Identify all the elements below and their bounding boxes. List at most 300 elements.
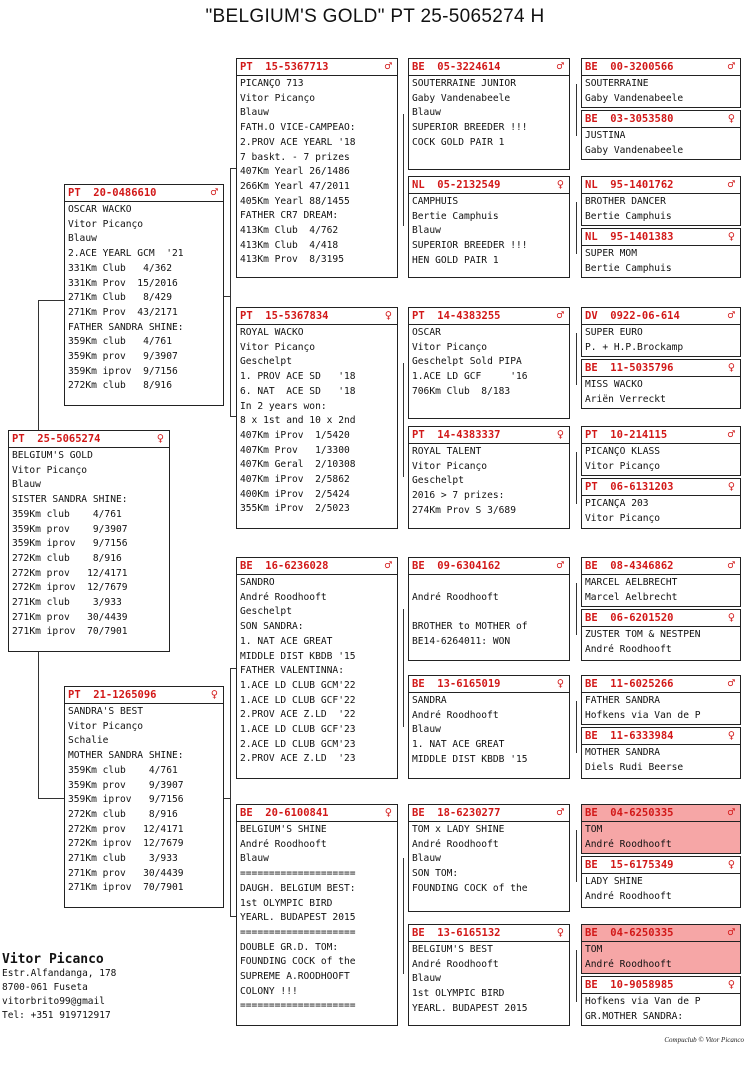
detail-line: 331Km Prov 15/2016 — [68, 277, 178, 289]
ring-number — [582, 111, 740, 128]
detail-line: SUPERIOR BREEDER !!! — [412, 240, 528, 252]
male-icon: ♂ — [556, 308, 564, 322]
detail-line: 266Km Yearl 47/2011 — [240, 180, 350, 192]
ring-number-text: NL 05-2132549 — [412, 179, 501, 191]
detail-line: Geschelpt — [412, 475, 464, 487]
detail-line: Geschelpt Sold PIPA — [412, 356, 522, 368]
detail-line: 706Km Club 8/183 — [412, 385, 511, 397]
detail-line: SUPER EURO — [585, 327, 643, 338]
detail-line: Vitor Picanço — [412, 341, 488, 353]
ring-number — [9, 431, 169, 448]
detail-line: 405Km Yearl 88/1455 — [240, 195, 350, 207]
detail-line: 359Km club 4/761 — [68, 764, 178, 776]
detail-line — [412, 605, 566, 620]
detail-line: 1. NAT ACE GREAT — [412, 739, 505, 751]
detail-line: 407Km iProv 2/5862 — [240, 474, 350, 486]
pedigree-card-g10 — [581, 609, 741, 661]
connector — [230, 916, 236, 917]
pedigree-card-ffm — [408, 176, 570, 278]
bird-details — [582, 693, 740, 724]
ring-number-text: BE 09-6304162 — [412, 560, 501, 572]
ring-number-text: BE 15-6175349 — [585, 859, 674, 871]
ring-number — [582, 360, 740, 377]
male-icon: ♂ — [727, 427, 735, 441]
detail-line: Diels Rudi Beerse — [585, 761, 684, 773]
bird-details — [582, 444, 740, 475]
detail-line: 1.ACE LD CLUB GCF'22 — [240, 694, 356, 706]
female-icon: ♀ — [727, 360, 735, 374]
bird-details — [582, 874, 740, 905]
detail-line: Geschelpt — [240, 606, 292, 618]
detail-line: Vitor Picanço — [68, 720, 144, 732]
detail-line: MOTHER SANDRA — [585, 747, 661, 758]
connector — [224, 296, 230, 297]
pedigree-card-g2 — [581, 110, 741, 160]
detail-line: PICANÇA 203 — [585, 498, 649, 509]
ring-number — [65, 687, 223, 704]
detail-line: Gaby Vandenabeele — [585, 144, 684, 156]
pedigree-card-subject — [8, 430, 170, 652]
pedigree-card-mfm — [408, 675, 570, 779]
connector — [224, 798, 230, 799]
detail-line: André Roodhooft — [585, 890, 672, 902]
detail-line: BROTHER to MOTHER of — [412, 621, 528, 633]
pedigree-card-fff — [408, 58, 570, 170]
ring-number — [409, 676, 569, 693]
detail-line: FATHER VALENTINNA: — [240, 665, 344, 677]
detail-line: SANDRA — [412, 695, 447, 706]
ring-number — [582, 676, 740, 693]
bird-details — [65, 704, 223, 897]
ring-number-text: NL 95-1401762 — [585, 179, 674, 191]
detail-line: 413Km Prov 8/3195 — [240, 254, 344, 266]
pedigree-card-g13 — [581, 804, 741, 854]
detail-line: 359Km iprov 9/7156 — [12, 538, 128, 550]
bird-details — [582, 575, 740, 606]
ring-number — [237, 805, 397, 822]
female-icon: ♀ — [727, 229, 735, 243]
detail-line: 1st OLYMPIC BIRD — [412, 988, 505, 1000]
connector — [576, 701, 577, 753]
detail-line: MOTHER SANDRA SHINE: — [68, 750, 184, 762]
detail-line: 272Km club 8/916 — [68, 808, 178, 820]
detail-line: BELGIUM'S SHINE — [240, 824, 327, 835]
ring-number-text: PT 20-0486610 — [68, 187, 157, 199]
male-icon: ♂ — [727, 805, 735, 819]
ring-number-text: NL 95-1401383 — [585, 231, 674, 243]
detail-line: 407Km Yearl 26/1486 — [240, 166, 350, 178]
bird-details — [237, 76, 397, 269]
detail-line: 271Km prov 30/4439 — [12, 611, 128, 623]
detail-line: SISTER SANDRA SHINE: — [12, 494, 128, 506]
detail-line: 2.PROV ACE Z.LD '22 — [240, 709, 356, 721]
detail-line: MIDDLE DIST KBDB '15 — [412, 753, 528, 765]
ring-number-text: BE 18-6230277 — [412, 807, 501, 819]
connector — [403, 858, 404, 974]
connector — [38, 652, 39, 798]
detail-line: BELGIUM'S GOLD — [12, 450, 93, 461]
female-icon: ♀ — [156, 431, 164, 445]
detail-line: 2.PROV ACE YEARL '18 — [240, 136, 356, 148]
ring-number — [237, 59, 397, 76]
detail-line: André Roodhooft — [240, 591, 327, 603]
ring-number — [582, 229, 740, 246]
detail-line: 272Km iprov 12/7679 — [12, 582, 128, 594]
detail-line: GR.MOTHER SANDRA: — [585, 1010, 684, 1022]
detail-line: 6. NAT ACE SD '18 — [240, 385, 356, 397]
bird-details — [582, 994, 740, 1025]
detail-line: 331Km Club 4/362 — [68, 262, 172, 274]
detail-line: FATHER SANDRA — [585, 695, 661, 706]
detail-line: Bertie Camphuis — [585, 210, 672, 222]
detail-line: 1.ACE LD CLUB GCF'23 — [240, 724, 356, 736]
detail-line: André Roodhooft — [585, 643, 672, 655]
pedigree-card-g5 — [581, 307, 741, 357]
bird-details — [237, 575, 397, 768]
detail-line: 407Km Geral 2/10308 — [240, 459, 356, 471]
detail-line: 2.ACE LD CLUB GCM'23 — [240, 738, 356, 750]
breeder-name: Vitor Picanco — [2, 952, 104, 967]
pedigree-card-g16 — [581, 976, 741, 1026]
detail-line: 400Km iProv 2/5424 — [240, 488, 350, 500]
ring-number-text: PT 25-5065274 — [12, 433, 101, 445]
ring-number-text: BE 13-6165019 — [412, 678, 501, 690]
bird-details — [582, 76, 740, 107]
pedigree-card-g9 — [581, 557, 741, 607]
detail-line: FOUNDING COCK of the — [240, 956, 356, 968]
ring-number — [65, 185, 223, 202]
detail-line: Schalie — [68, 735, 109, 747]
bird-details — [409, 575, 569, 650]
ring-number — [409, 925, 569, 942]
breeder-address: Estr.Alfandanga, 178 — [2, 968, 117, 979]
detail-line: SON TOM: — [412, 868, 459, 880]
connector — [230, 668, 231, 916]
detail-line: 271Km Prov 43/2171 — [68, 306, 178, 318]
ring-number-text: BE 06-6201520 — [585, 612, 674, 624]
detail-line: P. + H.P.Brockamp — [585, 341, 684, 353]
detail-line: 272Km prov 12/4171 — [12, 567, 128, 579]
detail-line: ROYAL WACKO — [240, 327, 304, 338]
bird-details — [65, 202, 223, 395]
detail-line: André Roodhooft — [412, 958, 499, 970]
male-icon: ♂ — [556, 59, 564, 73]
ring-number-text: PT 15-5367834 — [240, 310, 329, 322]
connector — [576, 583, 577, 635]
detail-line: JUSTINA — [585, 130, 626, 141]
detail-line: 413Km Club 4/418 — [240, 239, 339, 251]
detail-line: SOUTERRAINE JUNIOR — [412, 78, 516, 89]
detail-line: Blauw — [412, 853, 441, 865]
breeder-postal: 8700-061 Fuseta — [2, 982, 88, 993]
detail-line: Marcel Aelbrecht — [585, 591, 678, 603]
breeder-phone: Tel: +351 919712917 — [2, 1010, 111, 1021]
connector — [230, 168, 236, 169]
bird-details — [409, 325, 569, 401]
detail-line: OSCAR — [412, 327, 441, 338]
connector — [576, 84, 577, 136]
detail-line: 359Km prov 9/3907 — [12, 523, 128, 535]
female-icon: ♀ — [210, 687, 218, 701]
detail-line: 274Km Prov S 3/689 — [412, 504, 516, 516]
detail-line: SANDRA'S BEST — [68, 706, 144, 717]
detail-line: TOM — [585, 824, 603, 835]
detail-line: ==================== — [240, 926, 356, 938]
pedigree-card-father — [64, 184, 224, 406]
ring-number-text: PT 14-4383337 — [412, 429, 501, 441]
bird-details — [409, 194, 569, 270]
detail-line: SUPERIOR BREEDER !!! — [412, 122, 528, 134]
detail-line: 271Km club 3/933 — [12, 597, 122, 609]
male-icon: ♂ — [210, 185, 218, 199]
ring-number-text: BE 11-6025266 — [585, 678, 674, 690]
ring-number — [409, 59, 569, 76]
male-icon: ♂ — [727, 925, 735, 939]
detail-line: Vitor Picanço — [240, 341, 316, 353]
pedigree-card-g3 — [581, 176, 741, 226]
female-icon: ♀ — [556, 427, 564, 441]
detail-line: OSCAR WACKO — [68, 204, 132, 215]
detail-line: 271Km club 3/933 — [68, 853, 178, 865]
connector — [230, 416, 236, 417]
pedigree-card-mf — [236, 557, 398, 779]
ring-number — [582, 479, 740, 496]
detail-line: SON SANDRA: — [240, 621, 304, 633]
detail-line: 7 baskt. - 7 prizes — [240, 151, 350, 163]
detail-line: 271Km iprov 70/7901 — [12, 626, 128, 638]
male-icon: ♂ — [727, 308, 735, 322]
bird-details — [582, 745, 740, 776]
bird-details — [409, 444, 569, 520]
detail-line: FATH.O VICE-CAMPEAO: — [240, 122, 356, 134]
ring-number — [409, 805, 569, 822]
connector — [403, 363, 404, 477]
ring-number — [409, 308, 569, 325]
connector — [230, 668, 236, 669]
pedigree-card-g12 — [581, 727, 741, 779]
female-icon: ♀ — [556, 676, 564, 690]
detail-line: BELGIUM'S BEST — [412, 944, 493, 955]
connector — [576, 830, 577, 882]
ring-number-text: PT 14-4383255 — [412, 310, 501, 322]
detail-line: Blauw — [240, 107, 269, 119]
detail-line: 271Km iprov 70/7901 — [68, 882, 184, 894]
detail-line — [412, 576, 566, 591]
detail-line: YEARL. BUDAPEST 2015 — [240, 912, 356, 924]
female-icon: ♀ — [727, 728, 735, 742]
detail-line: ROYAL TALENT — [412, 446, 482, 457]
pedigree-card-g14 — [581, 856, 741, 908]
connector — [576, 950, 577, 1002]
connector — [403, 114, 404, 226]
connector — [38, 798, 64, 799]
detail-line: 359Km club 4/761 — [68, 336, 172, 348]
detail-line: Blauw — [68, 233, 97, 245]
pedigree-card-fmf — [408, 307, 570, 419]
detail-line: FOUNDING COCK of the — [412, 882, 528, 894]
detail-line: 8 x 1st and 10 x 2nd — [240, 415, 356, 427]
detail-line: 1.ACE LD CLUB GCM'22 — [240, 679, 356, 691]
detail-line: 2016 > 7 prizes: — [412, 490, 505, 502]
ring-number — [237, 308, 397, 325]
detail-line: Ariën Verreckt — [585, 393, 666, 405]
bird-details — [582, 377, 740, 408]
ring-number-text: BE 20-6100841 — [240, 807, 329, 819]
ring-number-text: BE 04-6250335 — [585, 807, 674, 819]
detail-line: SUPER MOM — [585, 248, 637, 259]
detail-line: 272Km iprov 12/7679 — [68, 838, 184, 850]
ring-number — [582, 925, 740, 942]
detail-line: 359Km iprov 9/7156 — [68, 794, 184, 806]
detail-line: Hofkens via Van de P — [585, 709, 701, 721]
detail-line: TOM x LADY SHINE — [412, 824, 505, 835]
ring-number-text: BE 13-6165132 — [412, 927, 501, 939]
female-icon: ♀ — [727, 977, 735, 991]
detail-line: 1. NAT ACE GREAT — [240, 635, 333, 647]
ring-number-text: BE 16-6236028 — [240, 560, 329, 572]
detail-line: SOUTERRAINE — [585, 78, 649, 89]
detail-line: Blauw — [412, 225, 441, 237]
detail-line: 272Km club 8/916 — [12, 552, 122, 564]
detail-line: PICANÇO KLASS — [585, 446, 661, 457]
detail-line: LADY SHINE — [585, 876, 643, 887]
detail-line: Blauw — [240, 853, 269, 865]
detail-line: 271Km Club 8/429 — [68, 292, 172, 304]
detail-line: COLONY !!! — [240, 985, 298, 997]
male-icon: ♂ — [556, 558, 564, 572]
detail-line: 359Km prov 9/3907 — [68, 779, 184, 791]
detail-line: 355Km iProv 2/5023 — [240, 503, 350, 515]
detail-line: 2.ACE YEARL GCM '21 — [68, 248, 184, 260]
detail-line: Hofkens via Van de P — [585, 996, 701, 1007]
detail-line: André Roodhooft — [585, 838, 672, 850]
detail-line: Geschelpt — [240, 356, 292, 368]
detail-line: COCK GOLD PAIR 1 — [412, 136, 505, 148]
pedigree-card-g15 — [581, 924, 741, 974]
bird-details — [237, 325, 397, 518]
detail-line: MIDDLE DIST KBDB '15 — [240, 650, 356, 662]
detail-line: 359Km club 4/761 — [12, 508, 122, 520]
pedigree-card-g4 — [581, 228, 741, 278]
detail-line: André Roodhooft — [585, 958, 672, 970]
pedigree-card-fmm — [408, 426, 570, 529]
bird-details — [582, 194, 740, 225]
male-icon: ♂ — [384, 59, 392, 73]
credit-text: Compuclub © Vitor Picanco — [664, 1036, 744, 1044]
female-icon: ♀ — [556, 177, 564, 191]
ring-number — [409, 177, 569, 194]
detail-line: 359Km iprov 9/7156 — [68, 365, 178, 377]
ring-number-text: PT 21-1265096 — [68, 689, 157, 701]
pedigree-card-mmm — [408, 924, 570, 1026]
female-icon: ♀ — [727, 610, 735, 624]
ring-number-text: BE 04-6250335 — [585, 927, 674, 939]
bird-details — [582, 246, 740, 277]
detail-line: Blauw — [412, 724, 441, 736]
detail-line: DOUBLE GR.D. TOM: — [240, 941, 339, 953]
ring-number — [409, 558, 569, 575]
ring-number — [582, 427, 740, 444]
detail-line: 1.ACE LD GCF '16 — [412, 371, 528, 383]
bird-details — [409, 693, 569, 769]
pedigree-card-g1 — [581, 58, 741, 108]
female-icon: ♀ — [556, 925, 564, 939]
detail-line: MISS WACKO — [585, 379, 643, 390]
bird-details — [582, 822, 740, 853]
bird-details — [409, 76, 569, 152]
pedigree-card-mff — [408, 557, 570, 661]
ring-number-text: PT 15-5367713 — [240, 61, 329, 73]
detail-line: TOM — [585, 944, 603, 955]
pedigree-card-g11 — [581, 675, 741, 725]
page-title: "BELGIUM'S GOLD" PT 25-5065274 H — [205, 6, 545, 27]
pedigree-card-g6 — [581, 359, 741, 409]
detail-line: André Roodhooft — [240, 838, 327, 850]
bird-details — [409, 822, 569, 898]
male-icon: ♂ — [556, 805, 564, 819]
bird-details — [9, 448, 169, 641]
bird-details — [582, 942, 740, 973]
bird-details — [582, 128, 740, 159]
breeder-email: vitorbrito99@gmail — [2, 996, 105, 1007]
detail-line: 1st OLYMPIC BIRD — [240, 897, 333, 909]
detail-line: Vitor Picanço — [240, 92, 316, 104]
detail-line: Bertie Camphuis — [585, 262, 672, 274]
ring-number-text: BE 11-5035796 — [585, 362, 674, 374]
male-icon: ♂ — [727, 177, 735, 191]
connector — [576, 202, 577, 254]
ring-number-text: BE 11-6333984 — [585, 730, 674, 742]
ring-number — [582, 308, 740, 325]
detail-line: André Roodhooft — [412, 838, 499, 850]
detail-line: ==================== — [240, 1000, 356, 1012]
detail-line: ZUSTER TOM & NESTPEN — [585, 629, 701, 640]
bird-details — [582, 627, 740, 658]
pedigree-card-ff — [236, 58, 398, 278]
ring-number — [582, 977, 740, 994]
bird-details — [582, 496, 740, 527]
male-icon: ♂ — [727, 59, 735, 73]
ring-number-text: BE 05-3224614 — [412, 61, 501, 73]
detail-line: FATHER SANDRA SHINE: — [68, 321, 184, 333]
breeder-info — [2, 952, 116, 1023]
female-icon: ♀ — [727, 111, 735, 125]
ring-number — [582, 177, 740, 194]
detail-line: Vitor Picanço — [412, 460, 488, 472]
detail-line: 271Km prov 30/4439 — [68, 867, 184, 879]
ring-number — [582, 558, 740, 575]
female-icon: ♀ — [384, 805, 392, 819]
detail-line: In 2 years won: — [240, 400, 327, 412]
detail-line: PICANÇO 713 — [240, 78, 304, 89]
detail-line: HEN GOLD PAIR 1 — [412, 254, 499, 266]
detail-line: Blauw — [12, 479, 41, 491]
connector — [230, 168, 231, 416]
male-icon: ♂ — [727, 676, 735, 690]
connector — [576, 333, 577, 385]
detail-line: Gaby Vandenabeele — [585, 92, 684, 104]
detail-line: DAUGH. BELGIUM BEST: — [240, 882, 356, 894]
detail-line: BROTHER DANCER — [585, 196, 666, 207]
pedigree-card-mmf — [408, 804, 570, 912]
ring-number-text: BE 10-9058985 — [585, 979, 674, 991]
pedigree-card-fm — [236, 307, 398, 529]
detail-line: 407Km Prov 1/3300 — [240, 444, 350, 456]
ring-number — [409, 427, 569, 444]
detail-line: 407Km iProv 1/5420 — [240, 429, 350, 441]
detail-line: CAMPHUIS — [412, 196, 459, 207]
detail-line: 359Km prov 9/3907 — [68, 351, 178, 363]
